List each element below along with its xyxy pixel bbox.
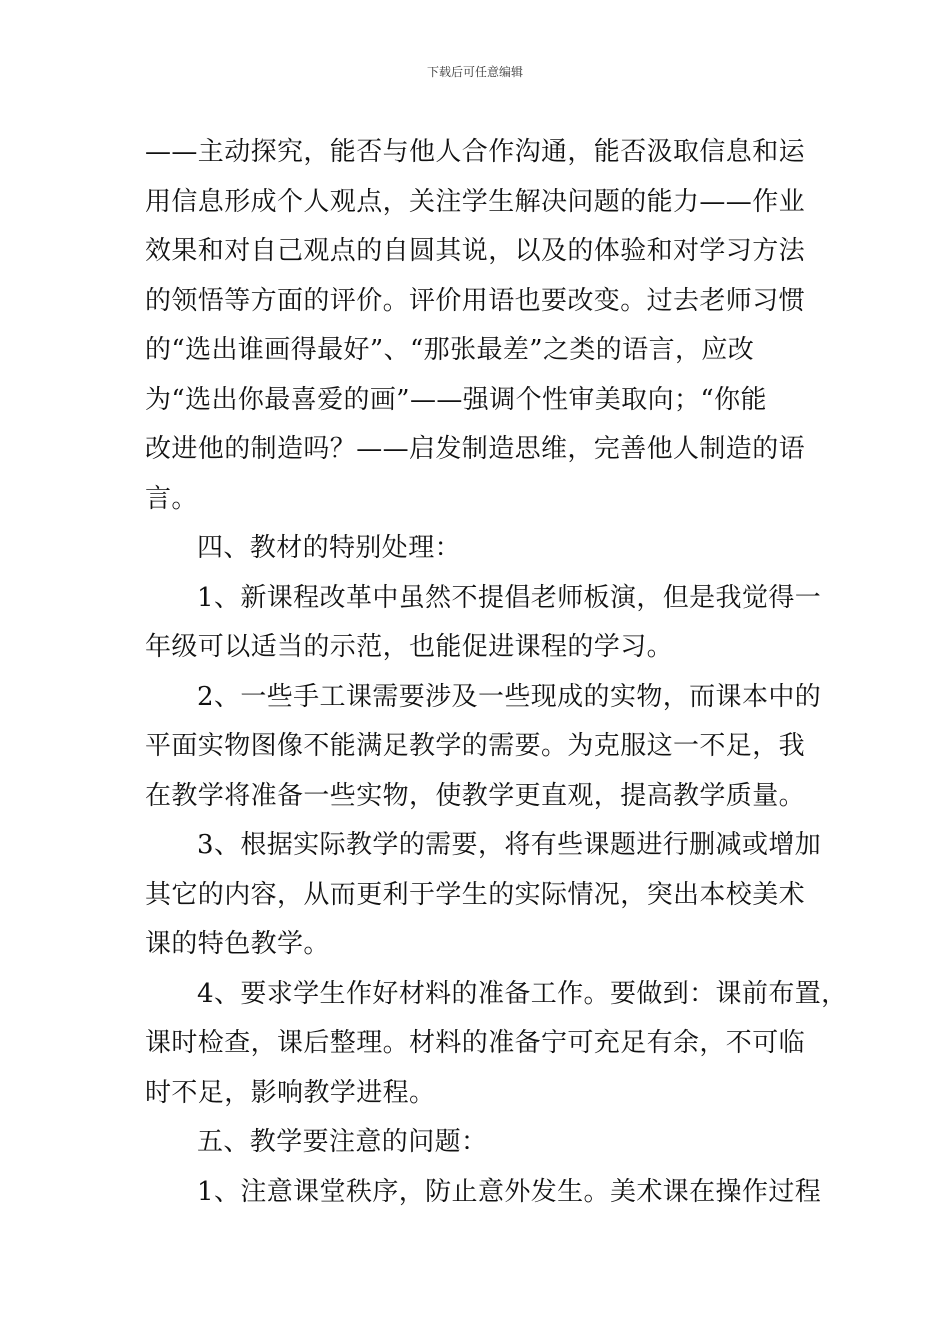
text-line: 平面实物图像不能满足教学的需要。为克服这一不足，我 [145, 731, 806, 761]
text-line: 1、注意课堂秩序，防止意外发生。美术课在操作过程 [197, 1176, 822, 1207]
text-line: 为“选出你最喜爱的画”——强调个性审美取向；“你能 [145, 384, 767, 415]
text-line: 效果和对自己观点的自圆其说，以及的体验和对学习方法 [145, 236, 806, 266]
text-line: 改进他的制造吗？——启发制造思维，完善他人制造的语 [145, 434, 806, 464]
section-heading: 四、教材的特别处理： [197, 533, 462, 563]
text-line: 时不足，影响教学进程。 [145, 1077, 436, 1108]
text-line: 课的特色教学。 [145, 929, 330, 959]
text-line: 的“选出谁画得最好”、“那张最差”之类的语言，应改 [145, 335, 755, 365]
page-header: 下载后可任意编辑 [426, 65, 523, 79]
text-line: 用信息形成个人观点，关注学生解决问题的能力——作业 [145, 186, 806, 217]
text-line: 课时检查，课后整理。材料的准备宁可充足有余，不可临 [145, 1028, 806, 1058]
text-line: ——主动探究，能否与他人合作沟通，能否汲取信息和运 [145, 137, 806, 167]
document-body [145, 128, 848, 1217]
text-line: 2、一些手工课需要涉及一些现成的实物，而课本中的 [197, 681, 822, 712]
text-line: 在教学将准备一些实物，使教学更直观，提高教学质量。 [145, 780, 806, 811]
text-line: 年级可以适当的示范，也能促进课程的学习。 [145, 632, 674, 662]
text-line: 3、根据实际教学的需要，将有些课题进行删减或增加 [197, 830, 822, 860]
text-line: 言。 [145, 483, 198, 514]
text-line: 的领悟等方面的评价。评价用语也要改变。过去老师习惯 [145, 285, 806, 316]
section-heading: 五、教学要注意的问题： [197, 1127, 488, 1157]
text-line: 4、要求学生作好材料的准备工作。要做到：课前布置， [197, 978, 848, 1009]
text-line: 1、新课程改革中虽然不提倡老师板演，但是我觉得一 [197, 582, 822, 613]
text-line: 其它的内容，从而更利于学生的实际情况，突出本校美术 [145, 879, 806, 910]
